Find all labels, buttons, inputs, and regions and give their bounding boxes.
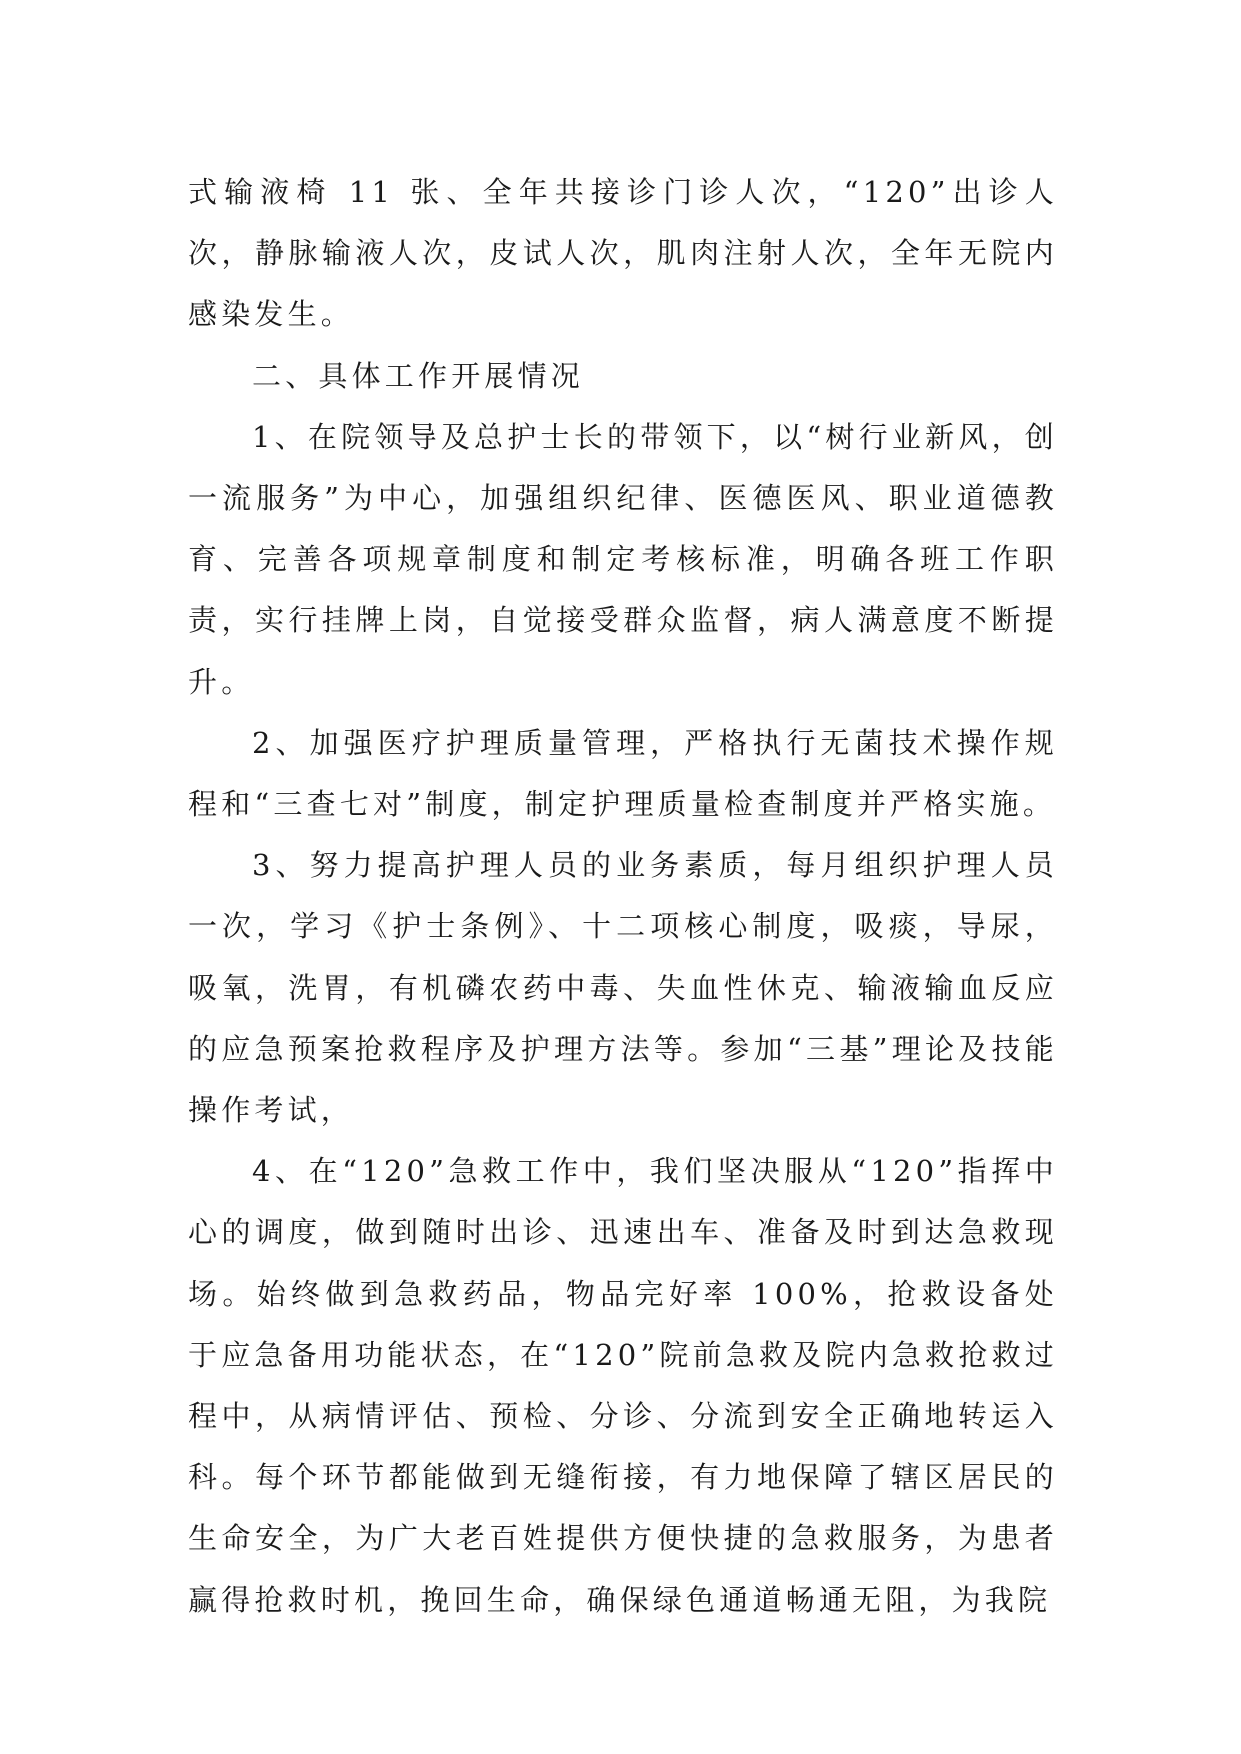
paragraph-item-1: 1、在院领导及总护士长的带领下，以“树行业新风，创一流服务”为中心，加强组织纪律、医德医风、职业道德教育、完善各项规章制度和制定考核标准，明确各班工作职责，实行挂牌上岗，自觉接受群众监督，病人满意度不断提升。 (188, 419, 1058, 699)
paragraph-facility-stats: 式输液椅 11 张、全年共接诊门诊人次，“120”出诊人次，静脉输液人次，皮试人次，肌肉注射人次，全年无院内感染发生。 (188, 175, 1058, 332)
paragraph-item-3: 3、努力提高护理人员的业务素质，每月组织护理人员一次，学习《护士条例》、十二项核心制度，吸痰，导尿，吸氧，洗胃，有机磷农药中毒、失血性休克、输液输血反应的应急预案抢救程序及护理方法等。参加“三基”理论及技能操作考试， (188, 848, 1058, 1128)
paragraph-item-4: 4、在“120”急救工作中，我们坚决服从“120”指挥中心的调度，做到随时出诊、迅速出车、准备及时到达急救现场。始终做到急救药品，物品完好率 100%，抢救设备处于应急备用功能状态，在“120”院前急救及院内急救抢救过程中，从病情评估、预检、分诊、分流到安全正确地转运入科。每个环节都能做到无缝衔接，有力地保障了辖区居民的生命安全，为广大老百姓提供方便快捷的急救服务，为患者赢得抢救时机，挽回生命，确保绿色通道畅通无阻，为我院 (188, 1154, 1058, 1617)
section-heading-work-progress: 二、具体工作开展情况 (252, 358, 585, 393)
paragraph-item-2: 2、加强医疗护理质量管理，严格执行无菌技术操作规程和“三查七对”制度，制定护理质量检查制度并严格实施。 (188, 725, 1058, 822)
document-body (188, 162, 1058, 1631)
